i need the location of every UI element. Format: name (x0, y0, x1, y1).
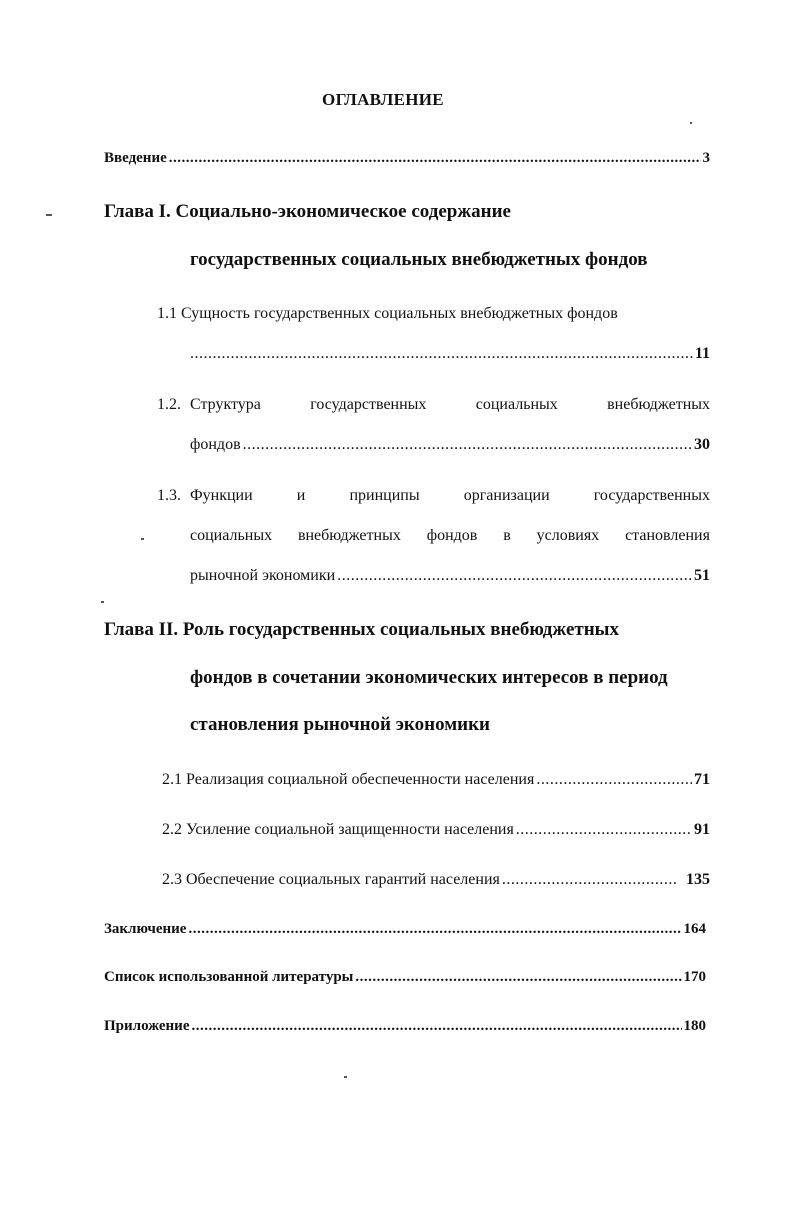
word: внебюджетных (297, 527, 401, 544)
word: государственных (310, 396, 427, 413)
dot-leader (188, 921, 681, 938)
toc-entry-page: 3 (702, 150, 710, 166)
word: государственных (593, 487, 710, 504)
word: внебюджетных (607, 396, 710, 413)
section-1-2-number: 1.2. (157, 396, 181, 413)
word: фондов (426, 527, 478, 544)
dot-leader (355, 969, 681, 986)
chapter-1-heading-line2: государственных социальных внебюджетных фондов (190, 249, 648, 270)
dot-leader (536, 771, 692, 789)
word: Структура (190, 396, 261, 413)
scan-speck (141, 538, 144, 540)
chapter-1-heading-line1: Глава I. Социально-экономическое содержание (104, 201, 511, 222)
toc-entry-page: 71 (694, 771, 710, 788)
section-1-1[interactable] (157, 305, 618, 323)
section-1-3-title-line2[interactable] (190, 527, 710, 545)
toc-entry-intro[interactable] (104, 150, 710, 167)
toc-entry-bibliography[interactable] (104, 969, 706, 986)
toc-entry-label: Введение (104, 150, 167, 166)
toc-entry-page: 164 (683, 921, 706, 937)
page-title: ОГЛАВЛЕНИЕ (322, 90, 444, 109)
section-2-3[interactable] (162, 871, 710, 889)
word: социальных (190, 527, 273, 544)
section-1-2-title-line1[interactable] (190, 396, 710, 414)
section-title: 2.2 Усиление социальной защищенности населения (162, 821, 514, 838)
toc-entry-page: 170 (683, 969, 706, 985)
section-1-3-number: 1.3. (157, 487, 181, 504)
toc-entry-page: 51 (694, 567, 710, 584)
section-2-2[interactable] (162, 821, 710, 839)
toc-entry-page: 11 (694, 345, 710, 362)
chapter-2-heading-line3: становления рыночной экономики (190, 714, 490, 735)
word: в (503, 527, 511, 544)
section-1-3-title-line1[interactable] (190, 487, 710, 505)
dot-leader (191, 1018, 681, 1035)
toc-entry-page: 30 (694, 436, 710, 453)
word: и (296, 487, 306, 504)
section-1-2-leader (190, 436, 710, 454)
toc-entry-label: Список использованной литературы (104, 969, 354, 985)
dot-leader (337, 567, 692, 585)
dot-leader (190, 345, 693, 363)
dot-leader (502, 871, 678, 889)
section-title: 2.1 Реализация социальной обеспеченности населения (162, 771, 535, 788)
toc-entry-conclusion[interactable] (104, 921, 706, 938)
section-title: Сущность государственных социальных внебюджетных фондов (181, 305, 618, 322)
section-2-1[interactable] (162, 771, 710, 789)
word: Функции (190, 487, 253, 504)
word: социальных (475, 396, 558, 413)
chapter-2-heading-line2: фондов в сочетании экономических интересов в период (190, 667, 668, 688)
section-title: 2.3 Обеспечение социальных гарантий населения (162, 871, 500, 888)
word: принципы (349, 487, 420, 504)
toc-entry-page: 91 (694, 821, 710, 838)
word: становления (625, 527, 710, 544)
section-number: 1.1 (157, 305, 177, 322)
toc-entry-page: 135 (686, 871, 710, 888)
section-title-cont: рыночной экономики (190, 567, 336, 584)
scan-speck (101, 601, 104, 603)
word: условиях (536, 527, 600, 544)
toc-entry-label: Приложение (104, 1018, 190, 1034)
word: организации (463, 487, 550, 504)
toc-entry-label: Заключение (104, 921, 187, 937)
toc-entry-appendix[interactable] (104, 1018, 706, 1035)
section-title-cont: фондов (190, 436, 241, 453)
section-1-1-leader (190, 345, 710, 363)
dot-leader (169, 150, 701, 167)
dot-leader (516, 821, 692, 839)
section-1-3-leader (190, 567, 710, 585)
chapter-2-heading-line1: Глава II. Роль государственных социальных внебюджетных (104, 619, 619, 640)
toc-entry-page: 180 (683, 1018, 706, 1034)
scan-speck (690, 122, 692, 124)
scan-speck (344, 1076, 347, 1078)
scan-speck (46, 214, 52, 216)
dot-leader (243, 436, 692, 454)
